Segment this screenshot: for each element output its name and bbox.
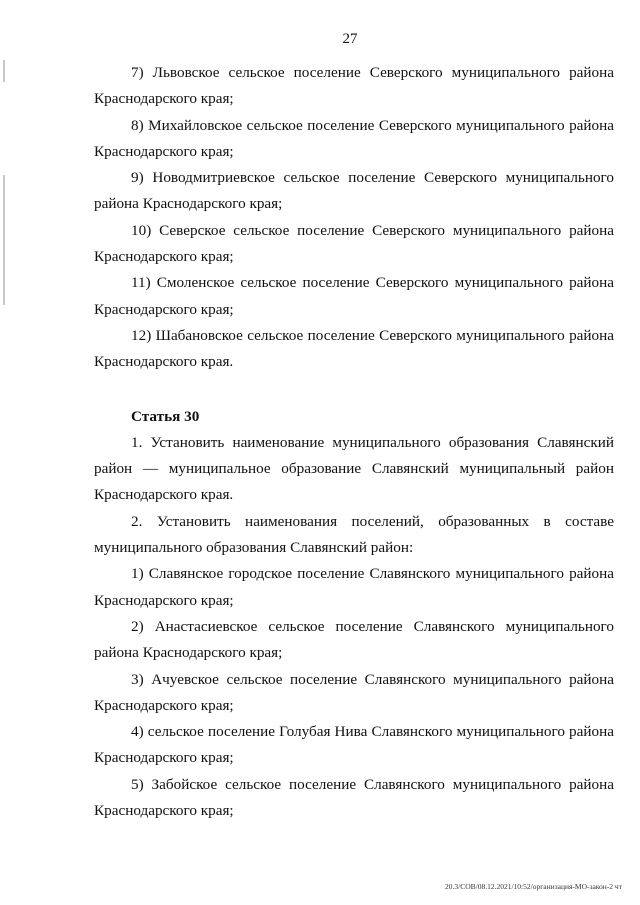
article-clause: 1. Установить наименование муниципального образования Славянский район — муниципальное образование Славянский муниципальный район Краснодарского края. — [94, 433, 614, 504]
list-item: 7) Львовское сельское поселение Северского муниципального района Краснодарского края; — [94, 64, 614, 108]
list-item: 10) Северское сельское поселение Северского муниципального района Краснодарского края; — [94, 221, 614, 266]
article-clause: 2. Установить наименования поселений, образованных в составе муниципального образования Славянский район: — [94, 512, 614, 557]
margin-mark — [3, 175, 5, 305]
list-item: 5) Забойское сельское поселение Славянского муниципального района Краснодарского края; — [94, 775, 614, 820]
page-number: 27 — [342, 31, 358, 47]
list-item: 4) сельское поселение Голубая Нива Славянского муниципального района Краснодарского края; — [94, 723, 614, 767]
document-body — [94, 60, 614, 824]
list-item: 9) Новодмитриевское сельское поселение Северского муниципального района Краснодарского края; — [94, 169, 614, 213]
list-item: 1) Славянское городское поселение Славянского муниципального района Краснодарского края; — [94, 565, 614, 609]
list-item: 3) Ачуевское сельское поселение Славянского муниципального района Краснодарского края; — [94, 670, 614, 714]
margin-mark — [3, 60, 5, 82]
document-footer: 20.3/СОВ/08.12.2021/10:52/организация-МО-закон-2 чт — [445, 882, 622, 891]
list-item: 12) Шабановское сельское поселение Северского муниципального района Краснодарского края. — [94, 326, 614, 371]
list-item: 11) Смоленское сельское поселение Северского муниципального района Краснодарского края; — [94, 274, 614, 318]
list-item: 2) Анастасиевское сельское поселение Славянского муниципального района Краснодарского края; — [94, 617, 614, 662]
list-item: 8) Михайловское сельское поселение Северского муниципального района Краснодарского края; — [94, 116, 614, 160]
article-heading: Статья 30 — [131, 407, 200, 425]
